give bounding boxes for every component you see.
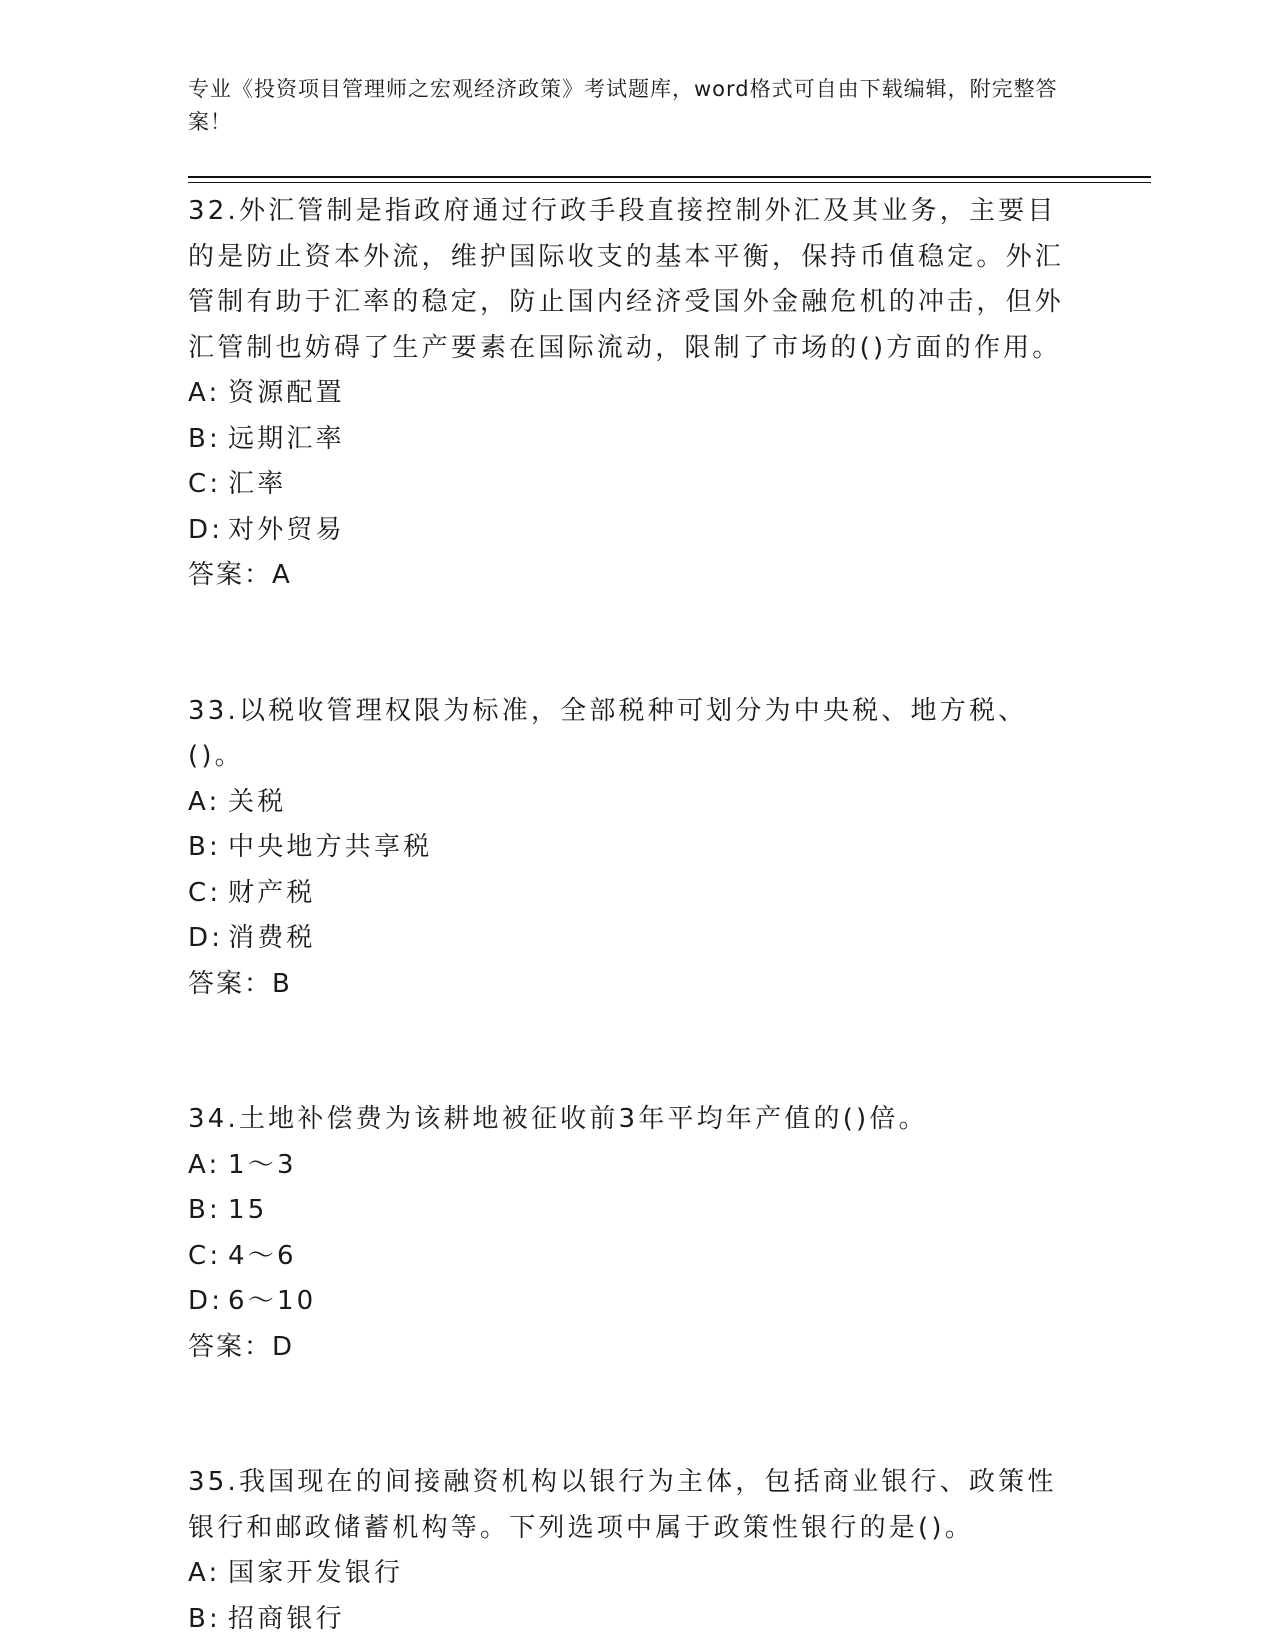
- option-text: 4～6: [228, 1240, 297, 1271]
- question-stem: 34.土地补偿费为该耕地被征收前3年平均年产值的()倍。: [188, 1104, 928, 1134]
- question-35: [188, 1460, 1068, 1642]
- option-key: A:: [188, 786, 221, 817]
- question-33: [188, 689, 1068, 1008]
- question-spacer: [188, 1007, 1068, 1097]
- question-stem: 33.以税收管理权限为标准，全部税种可划分为中央税、地方税、()。: [188, 695, 1028, 771]
- option-key: B:: [188, 1603, 221, 1634]
- question-stem: 35.我国现在的间接融资机构以银行为主体，包括商业银行、政策性银行和邮政储蓄机构等。下列选项中属于政策性银行的是()。: [188, 1467, 1057, 1543]
- question-stem: 32.外汇管制是指政府通过行政手段直接控制外汇及其业务，主要目的是防止资本外流，维护国际收支的基本平衡，保持币值稳定。外汇管制有助于汇率的稳定，防止国内经济受国外金融危机的冲击，但外汇管制也妨碍了生产要素在国际流动，限制了市场的()方面的作用。: [188, 196, 1065, 363]
- option-d: [188, 916, 1068, 962]
- answer-line: 答案：D: [188, 1331, 295, 1362]
- question-list: [188, 189, 1068, 1642]
- option-d: [188, 1279, 1068, 1325]
- option-text: 招商银行: [228, 1603, 345, 1634]
- question-spacer: [188, 599, 1068, 689]
- option-c: [188, 871, 1068, 917]
- answer-line: 答案：A: [188, 560, 292, 590]
- option-text: 远期汇率: [228, 423, 345, 454]
- option-key: D:: [188, 1286, 224, 1316]
- option-b: [188, 1597, 1068, 1643]
- option-a: [188, 1143, 1068, 1189]
- option-text: 国家开发银行: [228, 1558, 404, 1588]
- option-text: 6～10: [228, 1286, 317, 1316]
- option-a: [188, 1551, 1068, 1597]
- option-text: 汇率: [228, 469, 287, 499]
- option-key: B:: [188, 423, 221, 454]
- option-b: [188, 1188, 1068, 1234]
- option-key: A:: [188, 1558, 221, 1588]
- option-key: D:: [188, 923, 224, 953]
- question-32: [188, 189, 1068, 599]
- document-header: 专业《投资项目管理师之宏观经济政策》考试题库，word格式可自由下载编辑，附完整答案！: [188, 77, 1058, 134]
- option-text: 关税: [228, 786, 287, 817]
- header-rule-thick: [188, 176, 1151, 178]
- option-c: [188, 462, 1068, 508]
- question-34: [188, 1097, 1068, 1370]
- option-key: A:: [188, 378, 221, 408]
- option-text: 15: [228, 1195, 268, 1225]
- option-text: 对外贸易: [228, 514, 345, 545]
- question-spacer: [188, 1370, 1068, 1460]
- option-key: D:: [188, 514, 224, 545]
- option-c: [188, 1234, 1068, 1280]
- option-b: [188, 417, 1068, 463]
- option-text: 财产税: [228, 877, 316, 908]
- option-key: C:: [188, 469, 222, 499]
- option-key: C:: [188, 1240, 222, 1271]
- option-text: 1～3: [228, 1149, 297, 1180]
- option-key: B:: [188, 832, 221, 862]
- option-a: [188, 780, 1068, 826]
- option-text: 消费税: [228, 923, 316, 953]
- option-a: [188, 371, 1068, 417]
- header-rule-thin: [188, 182, 1151, 183]
- option-d: [188, 508, 1068, 554]
- option-text: 中央地方共享税: [228, 832, 433, 862]
- option-text: 资源配置: [228, 378, 345, 408]
- option-key: A:: [188, 1149, 221, 1180]
- option-key: B:: [188, 1195, 221, 1225]
- option-b: [188, 825, 1068, 871]
- answer-line: 答案：B: [188, 968, 292, 999]
- option-key: C:: [188, 877, 222, 908]
